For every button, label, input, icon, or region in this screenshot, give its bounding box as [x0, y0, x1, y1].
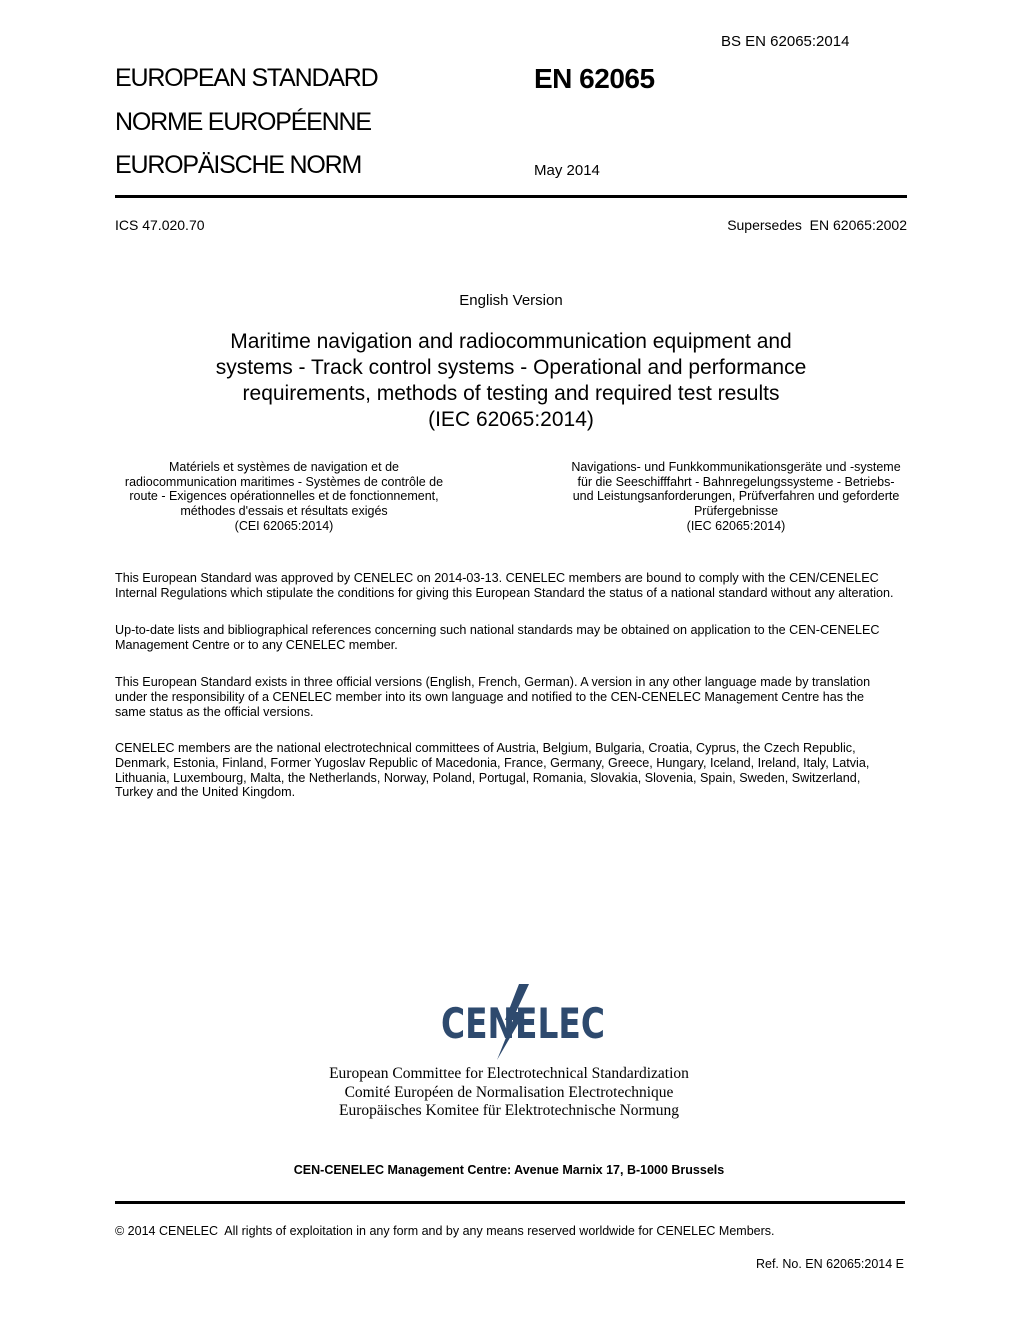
committee-name-fr: Comité Européen de Normalisation Electrotechnique — [344, 1083, 674, 1101]
approval-paragraph — [115, 571, 915, 601]
paragraph-line: Management Centre or to any CENELEC member. — [115, 637, 398, 652]
german-title-line: Prüfergebnisse — [693, 504, 779, 519]
committee-name-de: Europäisches Komitee für Elektrotechnische Normung — [338, 1102, 680, 1120]
french-title-line: (CEI 62065:2014) — [234, 518, 334, 533]
paragraph-line: under the responsibility of a CENELEC member into its own language and notified to the CEN-CENELEC Management Centre has the — [115, 689, 865, 704]
management-centre-address: CEN-CENELEC Management Centre: Avenue Marnix 17, B-1000 Brussels — [293, 1163, 725, 1177]
publication-date: May 2014 — [534, 162, 600, 179]
paragraph-line: Up-to-date lists and bibliographical references concerning such national standards may be obtained on application to the CEN-CENELEC — [115, 623, 880, 637]
title-line: requirements, methods of testing and required test results — [242, 382, 780, 405]
german-title-line: (IEC 62065:2014) — [686, 518, 786, 533]
document-title — [175, 329, 847, 433]
standard-title-de: EUROPÄISCHE NORM — [115, 151, 362, 179]
paragraph-line: Denmark, Estonia, Finland, Former Yugoslav Republic of Macedonia, France, Germany, Greece, Hungary, Iceland, Ireland, Italy, Latvia, — [115, 755, 870, 770]
ics-code: ICS 47.020.70 — [115, 217, 205, 233]
paragraph-line: This European Standard was approved by CENELEC on 2014-03-13. CENELEC members are bound to comply with the CEN/CENELEC — [115, 571, 879, 585]
paragraph-line: This European Standard exists in three official versions (English, French, German). A version in any other language made by translation — [115, 675, 871, 689]
paragraph-line: CENELEC members are the national electrotechnical committees of Austria, Belgium, Bulgaria, Croatia, Cyprus, the Czech Republic, — [115, 741, 856, 755]
cenelec-logo — [433, 982, 613, 1062]
cenelec-logo-graphic — [433, 982, 613, 1062]
copyright-notice: © 2014 CENELEC All rights of exploitation in any form and by any means reserved worldwide for CENELEC Members. — [115, 1224, 775, 1238]
title-line: systems - Track control systems - Operational and performance — [215, 356, 807, 379]
members-paragraph — [115, 741, 915, 800]
german-title-line: für die Seeschifffahrt - Bahnregelungssysteme - Betriebs- — [577, 474, 895, 489]
paragraph-line: Internal Regulations which stipulate the conditions for giving this European Standard the status of a national standard without any alteration. — [115, 585, 894, 600]
french-title — [115, 460, 453, 534]
committee-names — [250, 1065, 768, 1121]
paragraph-line: same status as the official versions. — [115, 704, 314, 719]
german-title-line: und Leistungsanforderungen, Prüfverfahren und geforderte — [572, 489, 900, 504]
german-title-line: Navigations- und Funkkommunikationsgeräte und -systeme — [571, 460, 901, 474]
french-title-line: Matériels et systèmes de navigation et de — [169, 460, 399, 474]
en-number: EN 62065 — [534, 63, 655, 94]
footer-divider — [115, 1201, 905, 1204]
title-line: Maritime navigation and radiocommunication equipment and — [230, 330, 792, 353]
title-line: (IEC 62065:2014) — [428, 408, 594, 431]
standard-title-en: EUROPEAN STANDARD — [115, 64, 378, 92]
french-title-line: méthodes d'essais et résultats exigés — [180, 504, 388, 519]
paragraph-line: Turkey and the United Kingdom. — [115, 785, 296, 800]
version-label: English Version — [459, 292, 563, 309]
german-title — [567, 460, 905, 534]
supersedes-note: Supersedes EN 62065:2002 — [727, 217, 907, 233]
paragraph-line: Lithuania, Luxembourg, Malta, the Netherlands, Norway, Poland, Portugal, Romania, Slovakia, Slovenia, Spain, Sweden, Switzerland, — [115, 770, 861, 785]
versions-paragraph — [115, 675, 915, 719]
french-title-line: route - Exigences opérationnelles et de fonctionnement, — [129, 489, 439, 504]
committee-name-en: European Committee for Electrotechnical Standardization — [329, 1065, 689, 1082]
reference-number: Ref. No. EN 62065:2014 E — [755, 1257, 904, 1271]
standard-title-fr: NORME EUROPÉENNE — [115, 108, 371, 136]
french-title-line: radiocommunication maritimes - Systèmes de contrôle de — [124, 474, 444, 489]
logo-wordmark: CENELEC — [441, 999, 605, 1048]
bs-reference: BS EN 62065:2014 — [721, 33, 850, 50]
references-paragraph — [115, 623, 915, 653]
header-divider — [115, 195, 907, 198]
